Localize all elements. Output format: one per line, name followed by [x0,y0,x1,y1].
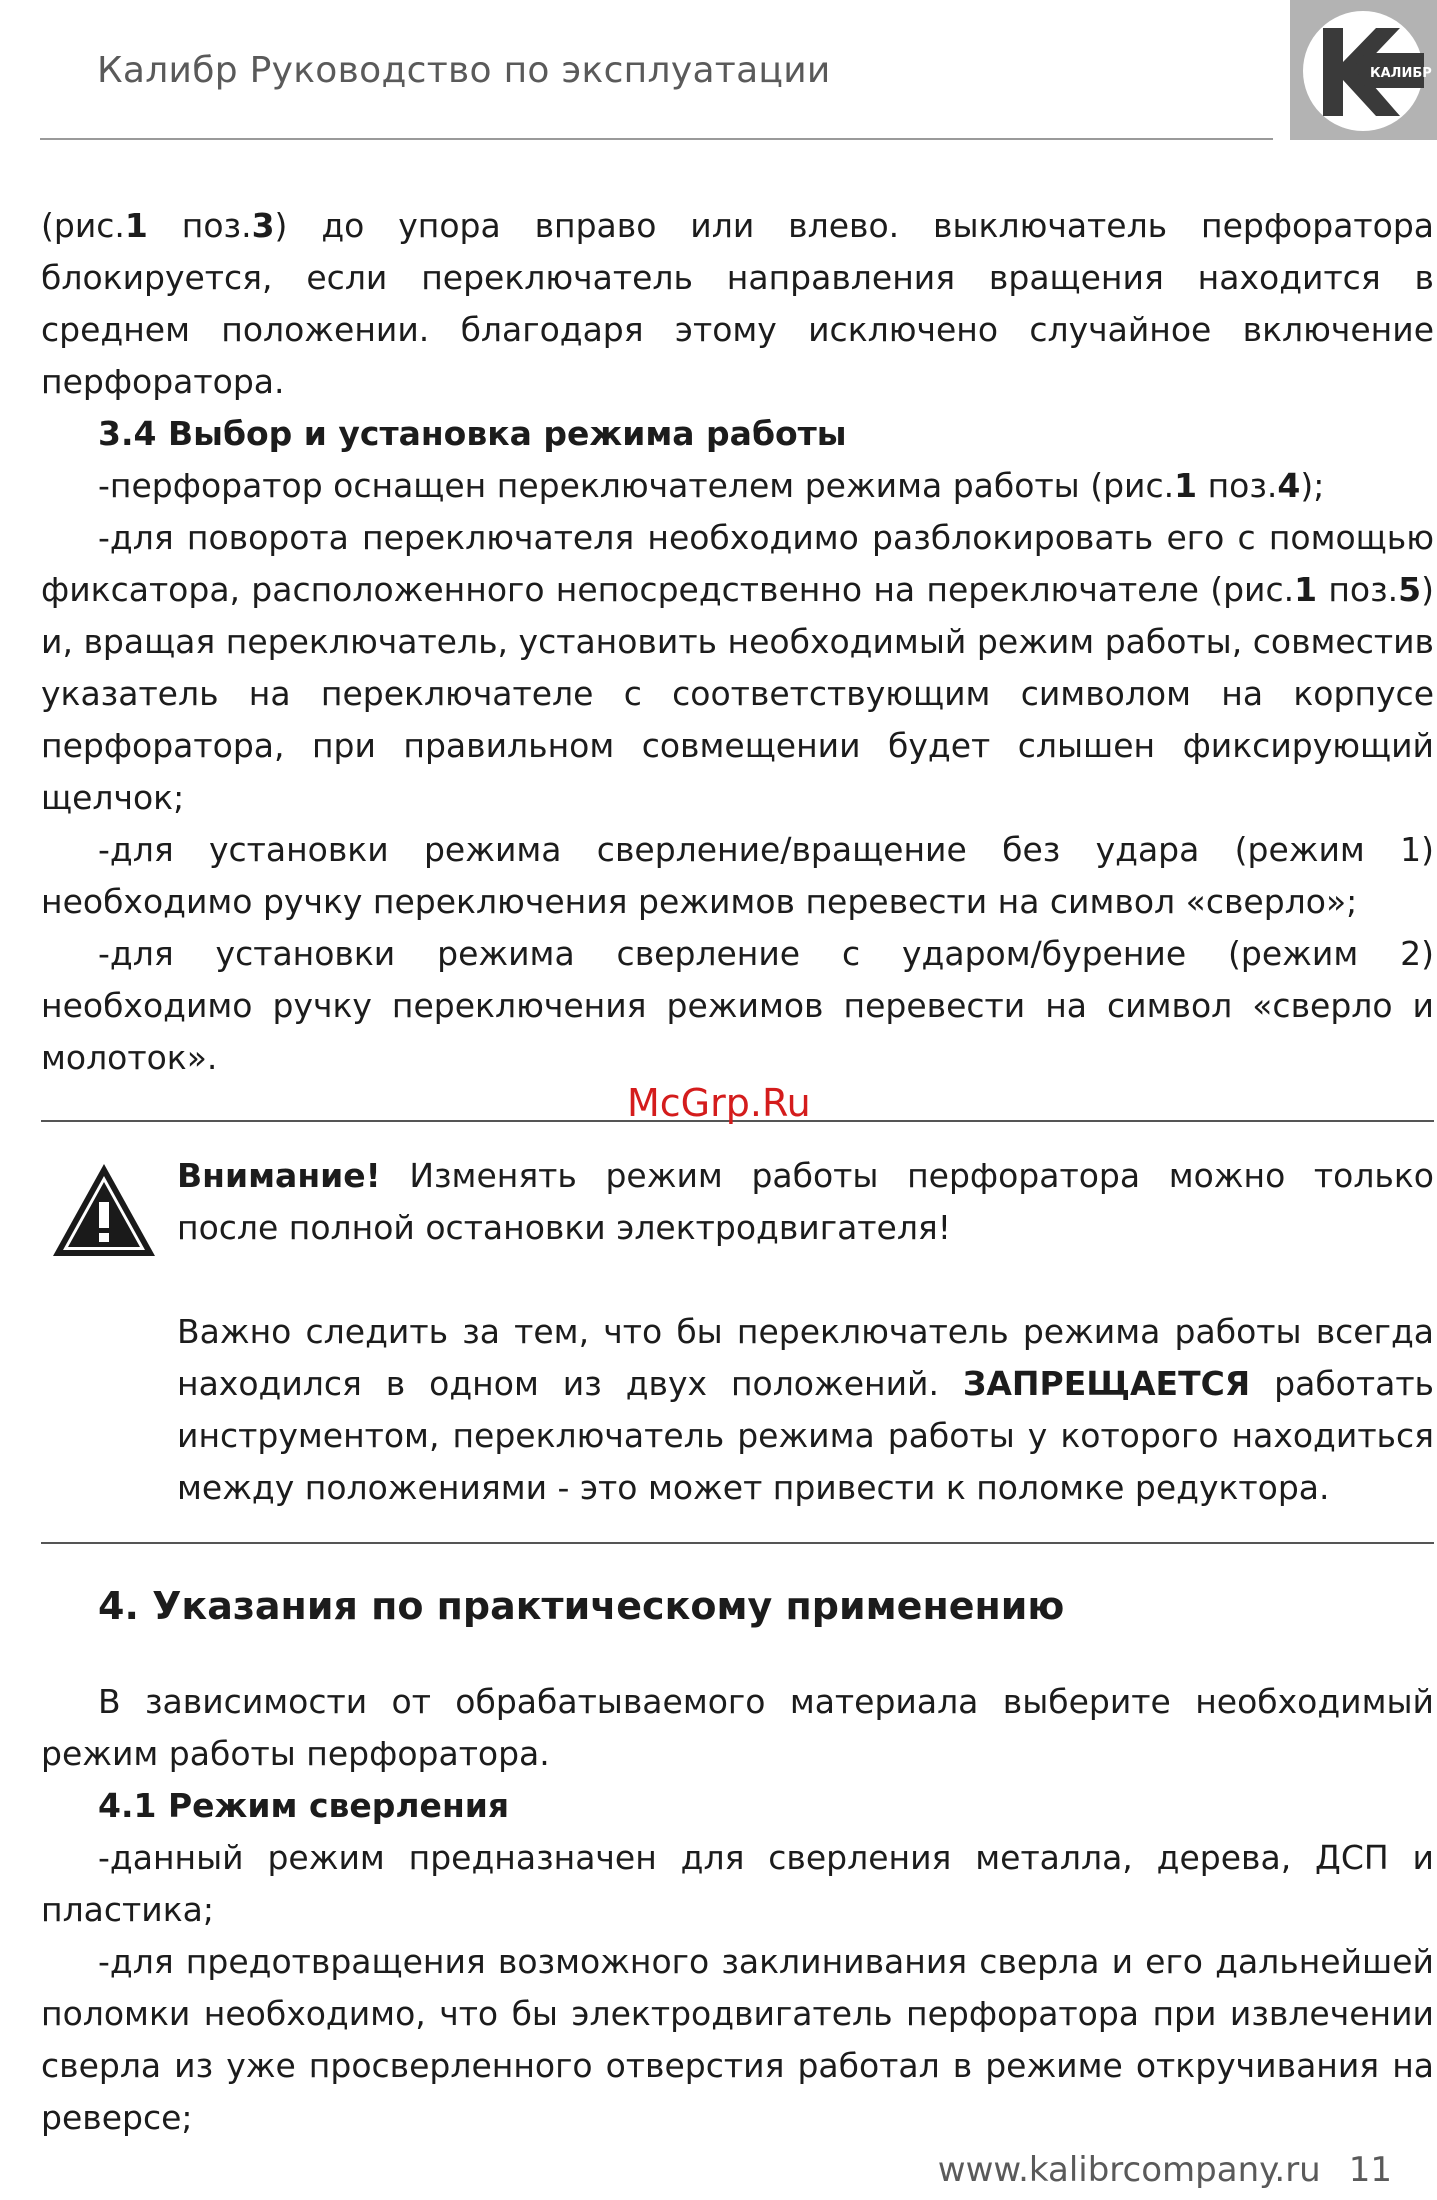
paragraph-rotate-switch: -для поворота переключателя необходимо разблокировать его с помощью фиксатора, расположенного непосредственно на переключателе (рис.1 поз.5) и, вращая переключатель, установить необходимый режим работы, совместив указатель на переключателе с соответствующим символом на корпусе перфоратора, при правильном совмещении будет слышен фиксирующий щелчок; [41,518,1435,817]
warning-bottom-divider [41,1542,1434,1544]
paragraph-mode-1: -для установки режима сверление/вращение без удара (режим 1) необходимо ручку переключения режимов перевести на символ «сверло»; [41,830,1434,921]
page-header-title: Калибр Руководство по эксплуатации [97,50,831,91]
warning-note: Важно следить за тем, что бы переключатель режима работы всегда находился в одном из двух положений. ЗАПРЕЩАЕТСЯ работать инструментом, переключатель режима работы у которого находиться между положениями - это может привести к поломке редуктора. [177,1312,1434,1507]
warning-block [41,1122,1434,1542]
paragraph-section-4-intro: В зависимости от обрабатываемого материала выберите необходимый режим работы перфоратора. [41,1682,1434,1773]
footer-url[interactable]: www.kalibrcompany.ru [937,2150,1321,2190]
page-footer [938,2150,1392,2190]
paragraph-mode-switch: -перфоратор оснащен переключателем режима работы (рис.1 поз.4); [98,466,1325,505]
page-number: 11 [1348,2150,1392,2190]
section-heading-4: 4. Указания по практическому применению [98,1584,1065,1628]
paragraph-mode-2: -для установки режима сверление с ударом/бурение (режим 2) необходимо ручку переключения режимов перевести на символ «сверло и молоток». [41,934,1434,1077]
header-divider [40,138,1273,140]
watermark-text: McGrp.Ru [627,1081,811,1125]
subsection-heading-4-1: 4.1 Режим сверления [98,1786,510,1825]
warning-triangle-icon [51,1162,157,1258]
warning-text: Внимание! Изменять режим работы перфоратора можно только после полной остановки электродвигателя! [177,1156,1434,1247]
list-item-drilling-materials: -данный режим предназначен для сверления металла, дерева, ДСП и пластика; [41,1838,1434,1929]
svg-text:КАЛИБР: КАЛИБР [1370,66,1432,81]
paragraph-switch-lock: (рис.1 поз.3) до упора вправо или влево. выключатель перфоратора блокируется, если переключатель направления вращения находится в среднем положении. благодаря этому исключено случайное включение перфоратора. [41,206,1435,401]
kalibr-logo [1290,0,1437,140]
subsection-heading-3-4: 3.4 Выбор и установка режима работы [98,414,847,453]
page-content [41,200,1434,2144]
list-item-drill-jam-prevention: -для предотвращения возможного заклинивания сверла и его дальнейшей поломки необходимо, что бы электродвигатель перфоратора при извлечении сверла из уже просверленного отверстия работал в режиме откручивания на реверсе; [41,1942,1434,2137]
